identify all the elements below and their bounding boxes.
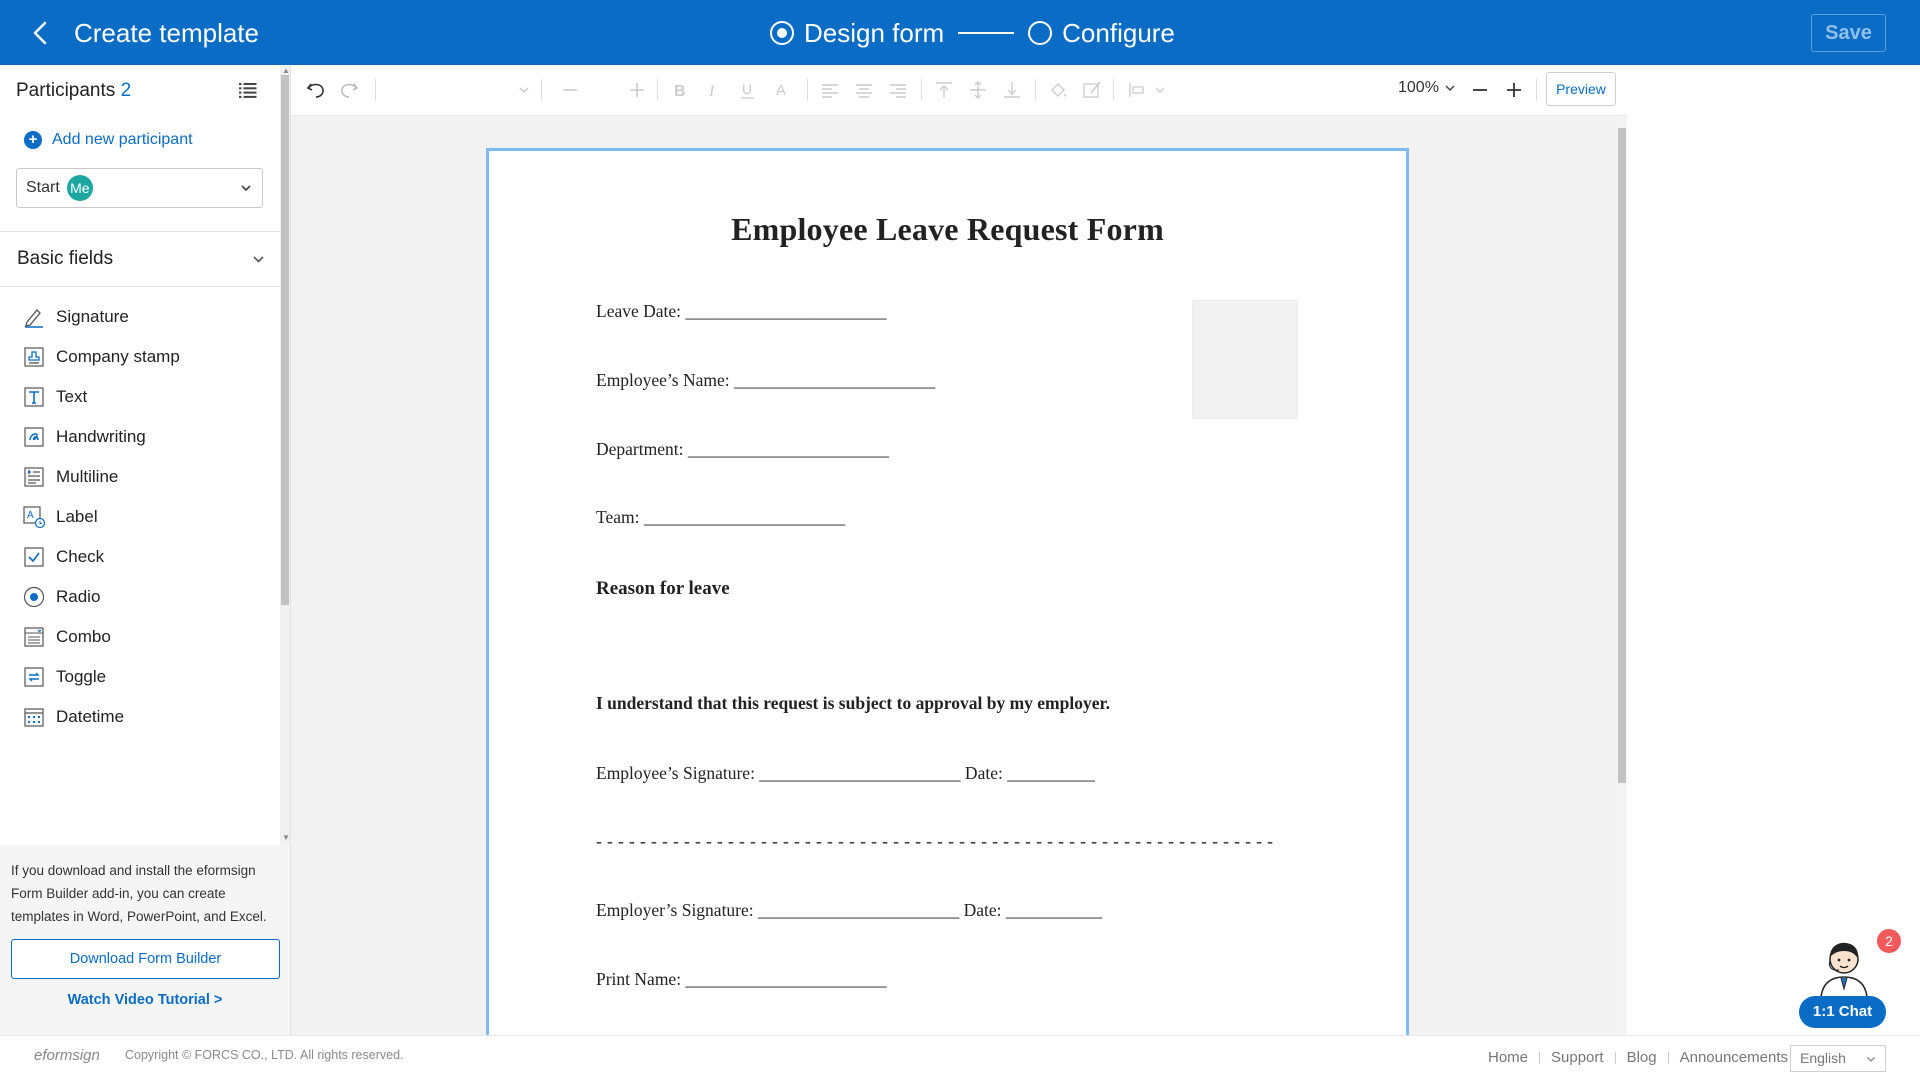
me-avatar: Me bbox=[67, 175, 93, 201]
plus-circle-icon: + bbox=[24, 131, 42, 149]
step-label: Design form bbox=[804, 18, 945, 48]
document-title: Employee Leave Request Form bbox=[731, 211, 1164, 247]
svg-text:A: A bbox=[27, 510, 34, 521]
svg-text:B: B bbox=[674, 83, 686, 100]
field-label: Multiline bbox=[56, 467, 119, 486]
employer-signature-line: Employer’s Signature: _______________________ Date: ___________ bbox=[596, 900, 1103, 920]
italic-icon[interactable] bbox=[703, 79, 725, 101]
toolbar-separator bbox=[541, 79, 542, 101]
increase-font-icon[interactable] bbox=[626, 79, 648, 101]
link-separator bbox=[1539, 1052, 1540, 1064]
toolbar-separator bbox=[375, 79, 376, 101]
preview-button[interactable]: Preview bbox=[1546, 72, 1616, 106]
employee-signature-line: Employee’s Signature: _______________________ Date: __________ bbox=[596, 763, 1095, 783]
zoom-select[interactable] bbox=[1398, 79, 1456, 97]
radio-icon bbox=[22, 585, 46, 609]
field-label: Signature bbox=[56, 307, 129, 326]
distribute-icon[interactable] bbox=[1127, 79, 1149, 101]
field-radio[interactable] bbox=[22, 582, 272, 612]
combo-icon bbox=[22, 625, 46, 649]
design-canvas bbox=[291, 116, 1627, 1035]
footer-links bbox=[1488, 1049, 1788, 1066]
toolbar-separator bbox=[921, 79, 922, 101]
undo-icon[interactable] bbox=[305, 79, 327, 101]
reason-heading: Reason for leave bbox=[596, 578, 730, 599]
step-design-form[interactable] bbox=[770, 17, 944, 49]
form-builder-promo bbox=[0, 845, 290, 1035]
language-select[interactable] bbox=[1790, 1045, 1886, 1072]
sidebar-scrollbar[interactable] bbox=[280, 65, 290, 845]
toolbar-separator bbox=[1035, 79, 1036, 101]
scrollbar-thumb[interactable] bbox=[281, 75, 289, 605]
field-label: Radio bbox=[56, 587, 101, 606]
image-placeholder[interactable] bbox=[1192, 300, 1298, 419]
align-center-icon[interactable] bbox=[853, 79, 875, 101]
chevron-down-icon[interactable] bbox=[252, 253, 265, 266]
field-label-item[interactable] bbox=[22, 502, 272, 532]
field-label: Datetime bbox=[56, 707, 125, 726]
acknowledgement-text: I understand that this request is subject to approval by my employer. bbox=[596, 693, 1111, 713]
chat-widget[interactable] bbox=[1799, 925, 1893, 1030]
field-datetime[interactable] bbox=[22, 702, 272, 732]
field-label: Toggle bbox=[56, 667, 107, 686]
align-top-icon[interactable] bbox=[933, 79, 955, 101]
toolbar-separator bbox=[1113, 79, 1114, 101]
toolbar-separator bbox=[657, 79, 658, 101]
document-page[interactable] bbox=[486, 148, 1409, 1035]
divider bbox=[0, 231, 280, 232]
border-color-icon[interactable] bbox=[1081, 79, 1103, 101]
link-separator bbox=[1668, 1052, 1669, 1064]
step-radio-icon bbox=[1028, 21, 1052, 45]
multiline-icon bbox=[22, 465, 46, 489]
zoom-value: 100% bbox=[1398, 79, 1439, 96]
leave-date-line: Leave Date: _______________________ bbox=[596, 301, 887, 321]
field-label: Check bbox=[56, 547, 105, 566]
top-bar bbox=[0, 0, 1920, 65]
employee-name-line: Employee’s Name: _______________________ bbox=[596, 370, 936, 390]
page-title: Create template bbox=[74, 18, 259, 48]
add-participant-button[interactable] bbox=[24, 131, 193, 149]
svg-text:U: U bbox=[742, 81, 753, 97]
footer bbox=[0, 1035, 1920, 1080]
redo-icon[interactable] bbox=[338, 79, 360, 101]
field-label: Combo bbox=[56, 627, 111, 646]
underline-icon[interactable] bbox=[737, 79, 759, 101]
check-icon bbox=[22, 545, 46, 569]
field-combo[interactable] bbox=[22, 622, 272, 652]
add-participant-label: Add new participant bbox=[52, 131, 193, 148]
font-color-icon[interactable] bbox=[771, 79, 793, 101]
participants-count: 2 bbox=[120, 80, 132, 101]
footer-link-blog[interactable]: Blog bbox=[1626, 1049, 1657, 1066]
canvas-scrollbar[interactable] bbox=[1616, 116, 1627, 1035]
step-label: Configure bbox=[1062, 18, 1175, 48]
chevron-down-icon bbox=[240, 182, 252, 194]
label-icon bbox=[22, 505, 46, 529]
step-indicator bbox=[770, 17, 1175, 49]
field-label: Handwriting bbox=[56, 427, 146, 446]
chat-button[interactable]: 1:1 Chat bbox=[1799, 996, 1886, 1028]
datetime-icon bbox=[22, 705, 46, 729]
field-check[interactable] bbox=[22, 542, 272, 572]
field-label: Company stamp bbox=[56, 347, 180, 366]
align-middle-icon[interactable] bbox=[967, 79, 989, 101]
team-line: Team: _______________________ bbox=[596, 507, 846, 527]
language-value: English bbox=[1800, 1050, 1846, 1066]
start-label: Start bbox=[26, 179, 60, 196]
sidebar bbox=[0, 65, 291, 1035]
svg-text:A: A bbox=[776, 82, 787, 99]
align-bottom-icon[interactable] bbox=[1001, 79, 1023, 101]
field-handwriting[interactable] bbox=[22, 422, 272, 452]
zoom-in-icon[interactable] bbox=[1503, 79, 1525, 101]
align-left-icon[interactable] bbox=[819, 79, 841, 101]
field-label: Text bbox=[56, 387, 88, 406]
step-configure[interactable] bbox=[1028, 17, 1175, 49]
signature-icon bbox=[22, 305, 46, 329]
align-right-icon[interactable] bbox=[887, 79, 909, 101]
field-label: Label bbox=[56, 507, 98, 526]
field-company-stamp[interactable] bbox=[22, 342, 272, 372]
scroll-up-icon[interactable]: ▲ bbox=[282, 66, 290, 75]
download-form-builder-button[interactable]: Download Form Builder bbox=[11, 939, 280, 979]
participants-heading bbox=[16, 78, 131, 104]
scroll-down-icon[interactable]: ▼ bbox=[282, 833, 290, 842]
copyright-text: Copyright © FORCS CO., LTD. All rights reserved. bbox=[125, 1048, 404, 1062]
footer-link-announcements[interactable]: Announcements bbox=[1679, 1049, 1788, 1066]
divider bbox=[0, 286, 280, 287]
field-toggle[interactable] bbox=[22, 662, 272, 692]
scrollbar-thumb[interactable] bbox=[1618, 128, 1626, 783]
font-select-chevron-icon[interactable] bbox=[513, 79, 535, 101]
bold-icon[interactable] bbox=[669, 79, 691, 101]
fill-color-icon[interactable] bbox=[1047, 79, 1069, 101]
basic-fields-heading[interactable]: Basic fields bbox=[17, 248, 114, 269]
participant-select[interactable] bbox=[16, 168, 263, 208]
zoom-out-icon[interactable] bbox=[1469, 79, 1491, 101]
save-button[interactable]: Save bbox=[1811, 14, 1886, 52]
promo-text: If you download and install the eformsign Form Builder add-in, you can create templates in Word, PowerPoint, and Excel. bbox=[11, 863, 267, 924]
field-signature[interactable] bbox=[22, 302, 272, 332]
toolbar-separator bbox=[807, 79, 808, 101]
handwriting-icon bbox=[22, 425, 46, 449]
step-connector bbox=[958, 32, 1014, 34]
field-multiline[interactable] bbox=[22, 462, 272, 492]
step-radio-active-icon bbox=[770, 21, 794, 45]
text-icon bbox=[22, 385, 46, 409]
field-text[interactable] bbox=[22, 382, 272, 412]
list-view-icon[interactable] bbox=[238, 80, 258, 100]
chevron-down-icon bbox=[1444, 82, 1456, 94]
eformsign-logo: eformsign bbox=[34, 1047, 100, 1064]
editor-toolbar bbox=[291, 65, 1627, 116]
distribute-chevron-icon[interactable] bbox=[1149, 79, 1171, 101]
support-agent-icon bbox=[1817, 937, 1871, 997]
toolbar-separator bbox=[1536, 79, 1537, 101]
department-line: Department: _______________________ bbox=[596, 439, 890, 459]
decrease-font-icon[interactable] bbox=[559, 79, 581, 101]
chat-notification-badge: 2 bbox=[1877, 929, 1901, 953]
print-name-line: Print Name: _______________________ bbox=[596, 969, 887, 989]
link-separator bbox=[1615, 1052, 1616, 1064]
back-arrow-icon[interactable] bbox=[24, 16, 58, 50]
toggle-icon bbox=[22, 665, 46, 689]
cut-line: - - - - - - - - - - - - - - - - - - - - - - - - - - - - - - - - - - - - - - - - - - - - - - - - - - - - - - - - - - - - - - bbox=[596, 831, 1274, 851]
participants-label: Participants bbox=[16, 80, 116, 101]
svg-text:I: I bbox=[709, 83, 715, 100]
video-tutorial-link[interactable]: Watch Video Tutorial > bbox=[67, 992, 223, 1008]
footer-link-support[interactable]: Support bbox=[1551, 1049, 1604, 1066]
stamp-icon bbox=[22, 345, 46, 369]
chevron-down-icon bbox=[1866, 1054, 1876, 1064]
footer-link-home[interactable]: Home bbox=[1488, 1049, 1529, 1066]
